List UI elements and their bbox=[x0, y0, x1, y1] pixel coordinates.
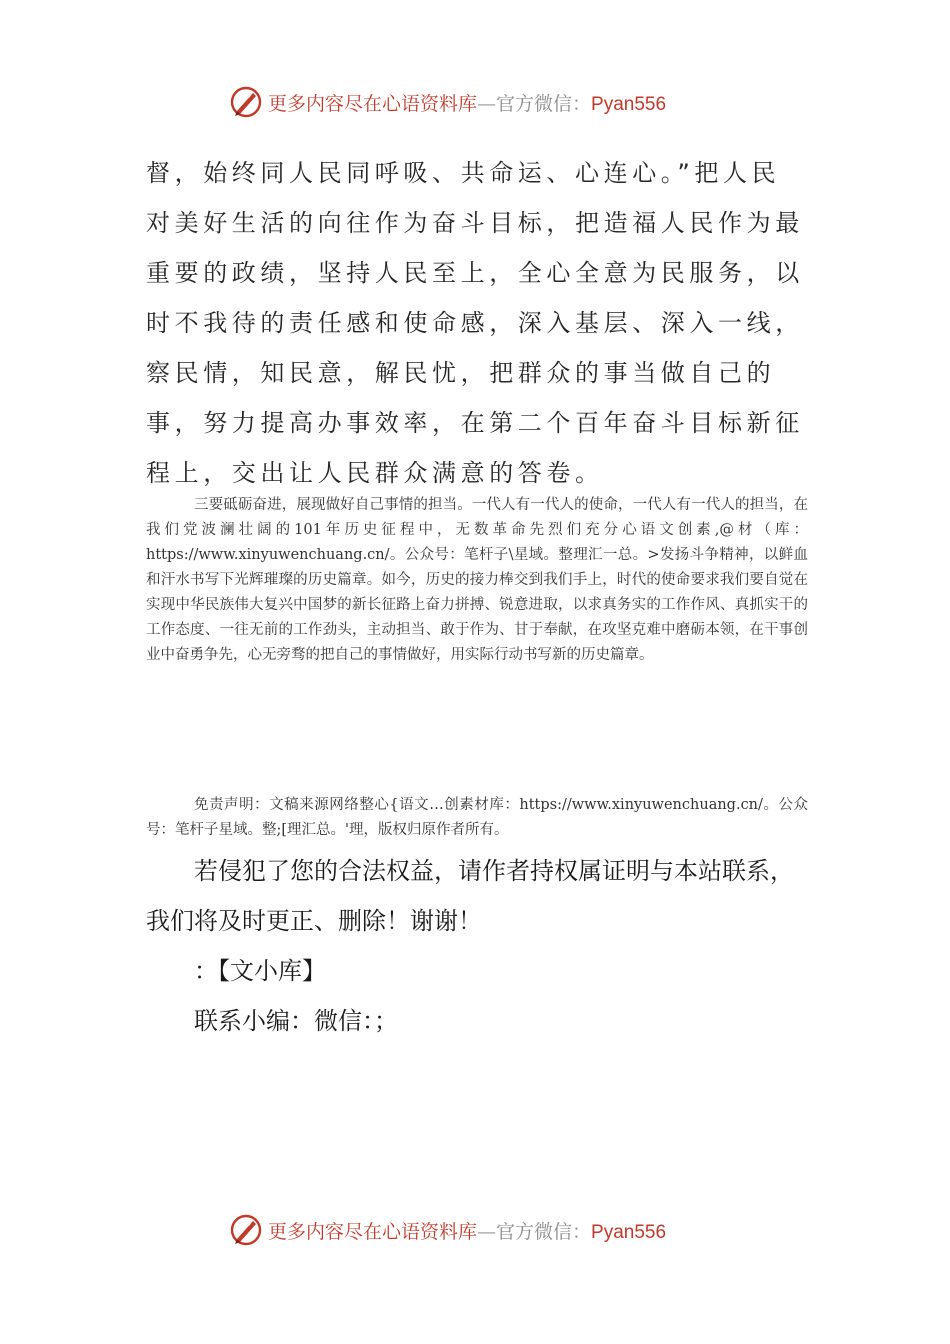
banner-text bbox=[268, 1217, 666, 1244]
banner-separator: — bbox=[477, 1220, 497, 1243]
banner-weixin-id: Pyan556 bbox=[591, 1221, 667, 1243]
footer-banner bbox=[228, 1210, 748, 1250]
banner-official-text: 官方微信： bbox=[496, 1220, 592, 1243]
contact-line: 联系小编：微信：； bbox=[194, 1007, 398, 1035]
copyright-notice: 若侵犯了您的合法权益，请作者持权属证明与本站联系，我们将及时更正、删除！谢谢！ bbox=[146, 857, 794, 935]
pen-logo-icon bbox=[228, 1212, 264, 1248]
banner-separator: — bbox=[477, 92, 497, 115]
header-banner bbox=[228, 82, 748, 122]
banner-weixin-id: Pyan556 bbox=[591, 93, 667, 115]
site-name-line: ：【文小库】 bbox=[194, 957, 326, 985]
banner-text bbox=[268, 89, 666, 116]
pen-logo-icon bbox=[228, 84, 264, 120]
banner-main-text: 更多内容尽在心语资料库 bbox=[268, 92, 478, 115]
banner-main-text: 更多内容尽在心语资料库 bbox=[268, 1220, 478, 1243]
body-paragraph-2: 三要砥砺奋进，展现做好自己事情的担当。一代人有一代人的使命，一代人有一代人的担当，在我们党波澜壮阔的101年历史征程中，无数革命先烈们充分心语文创素,@材（库：https://www.xinyuwenchuang.cn/。公众号：笔杆子\星域。整理汇一总。>发扬斗争精神，以鲜血和汗水书写下光辉璀璨的历史篇章。如今，历史的接力棒交到我们手上，时代的使命要求我们要自觉在实现中华民族伟大复兴中国梦的新长征路上奋力拼搏、锐意进取，以求真务实的工作作风、真抓实干的工作态度、一往无前的工作劲头，主动担当、敢于作为、甘于奉献，在攻坚克难中磨砺本领，在干事创业中奋勇争先，心无旁骛的把自己的事情做好，用实际行动书写新的历史篇章。 bbox=[146, 497, 808, 663]
banner-official-text: 官方微信： bbox=[496, 92, 592, 115]
body-paragraph-1: 督，始终同人民同呼吸、共命运、心连心。”把人民对美好生活的向往作为奋斗目标，把造福人民作为最重要的政绩，坚持人民至上，全心全意为民服务，以时不我待的责任感和使命感，深入基层、深入一线，察民情，知民意，解民忧，把群众的事当做自己的事，努力提高办事效率，在第二个百年奋斗目标新征程上，交出让人民群众满意的答卷。 bbox=[146, 159, 804, 487]
disclaimer-paragraph: 免责声明：文稿来源网络整心{语文…创素材库：https://www.xinyuwenchuang.cn/。公众号：笔杆子星域。整;[理汇总。'理，版权归原作者所有。 bbox=[146, 797, 808, 838]
